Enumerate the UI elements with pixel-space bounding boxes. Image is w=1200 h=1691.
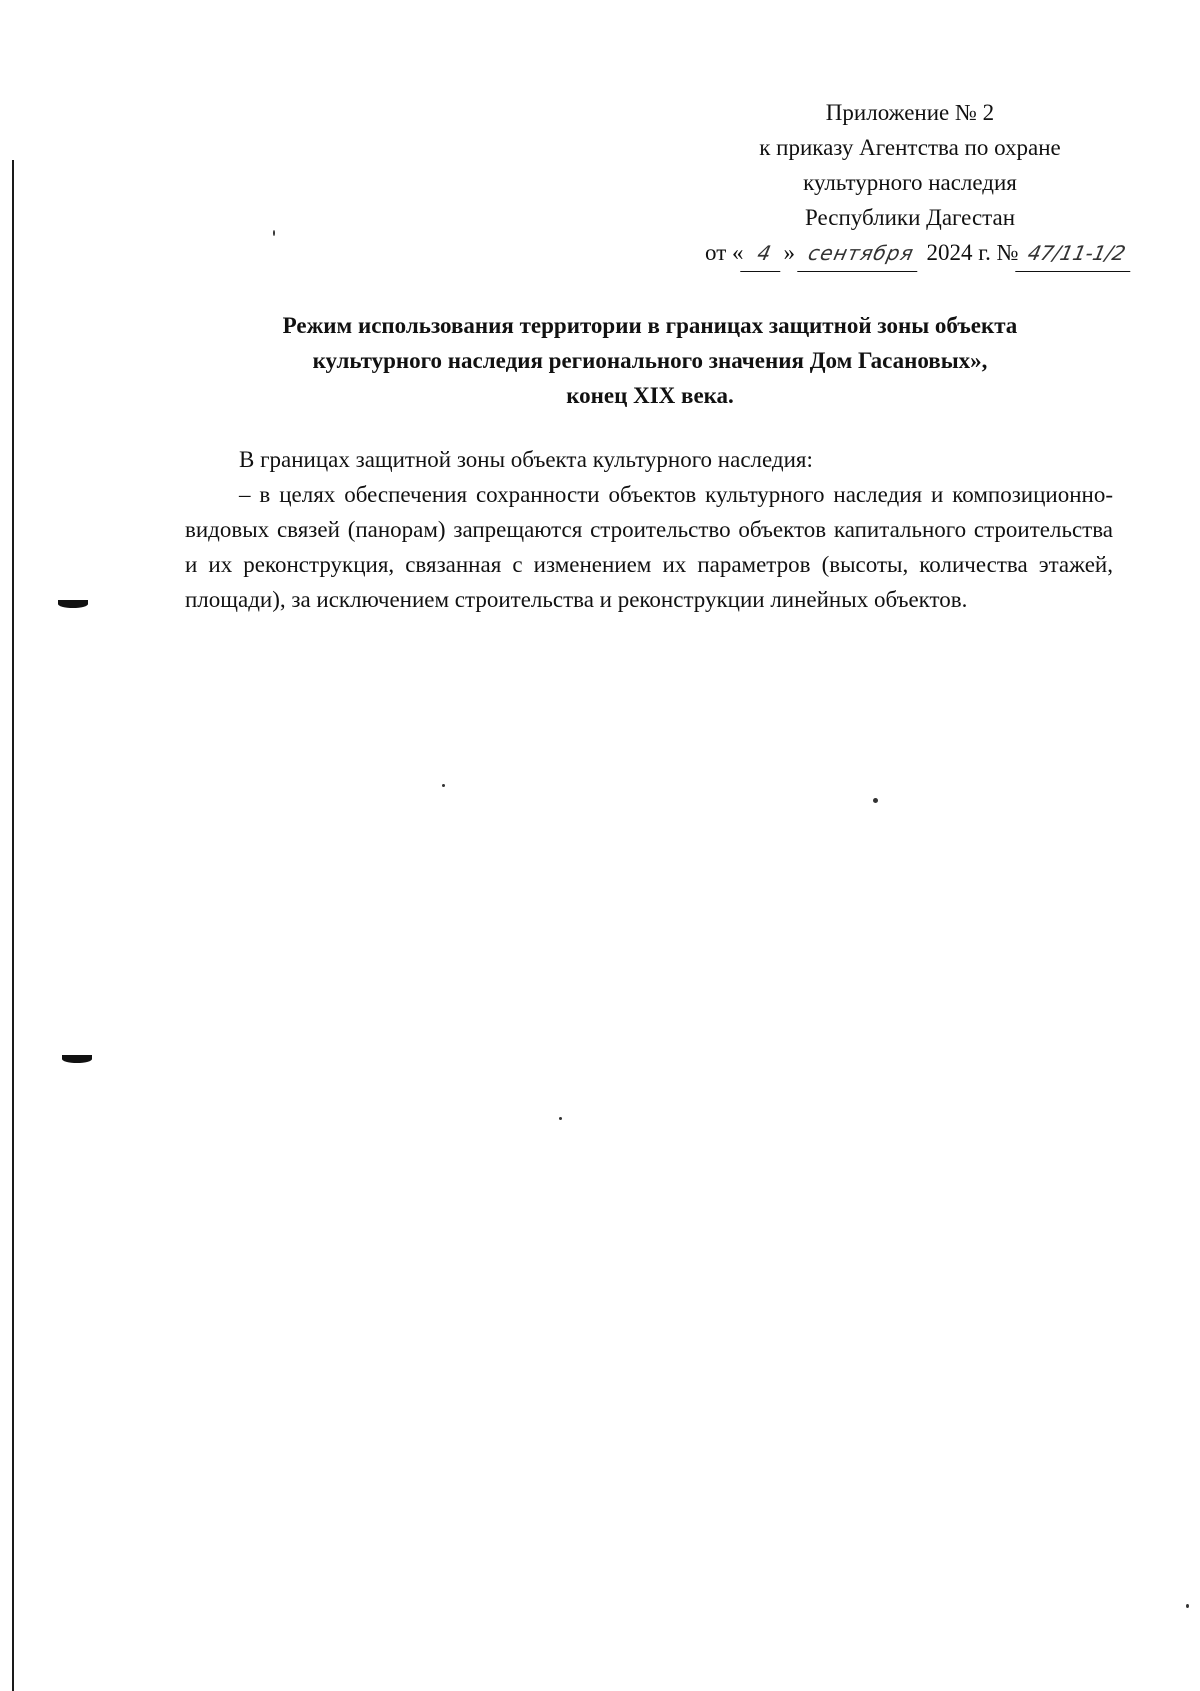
scan-smudge — [58, 600, 88, 608]
order-date-line — [705, 235, 1134, 272]
document-title — [190, 308, 1110, 413]
scan-speck — [873, 798, 878, 803]
handwritten-order-number: 47/11-1/2 — [1015, 236, 1138, 272]
title-line-2: культурного наследия регионального значения Дом Гасановых», — [312, 348, 988, 373]
appendix-header — [700, 95, 1120, 235]
number-prefix: № — [996, 240, 1019, 265]
date-close-quote: » — [783, 240, 795, 265]
scan-speck — [559, 1117, 562, 1120]
date-year: 2024 г. — [926, 240, 991, 265]
date-prefix: от « — [705, 240, 744, 265]
appendix-number: Приложение № 2 — [825, 100, 995, 125]
title-line-3: конец XIX века. — [566, 383, 734, 408]
scan-speck — [442, 784, 445, 787]
appendix-order-ref: к приказу Агентства по охране — [759, 135, 1061, 160]
body-intro: В границах защитной зоны объекта культурного наследия: — [239, 447, 813, 472]
appendix-agency: культурного наследия — [803, 170, 1017, 195]
scan-speck — [1186, 1604, 1189, 1608]
appendix-republic: Республики Дагестан — [805, 205, 1015, 230]
handwritten-month: сентября — [797, 236, 925, 272]
body-paragraph: – в целях обеспечения сохранности объектов культурного наследия и композиционно-видовых связей (панорам) запрещаются строительство объектов капитального строительства и их реконструкция, связанная с изменением их параметров (высоты, количества этажей, площади), за исключением строительства и реконструкции линейных объектов. — [185, 482, 1113, 612]
document-body — [185, 442, 1113, 617]
scan-smudge — [62, 1055, 92, 1063]
scan-edge-line — [12, 160, 14, 1691]
handwritten-day: 4 — [740, 236, 788, 272]
title-line-1: Режим использования территории в границах защитной зоны объекта — [282, 313, 1018, 338]
scan-speck — [273, 230, 275, 236]
